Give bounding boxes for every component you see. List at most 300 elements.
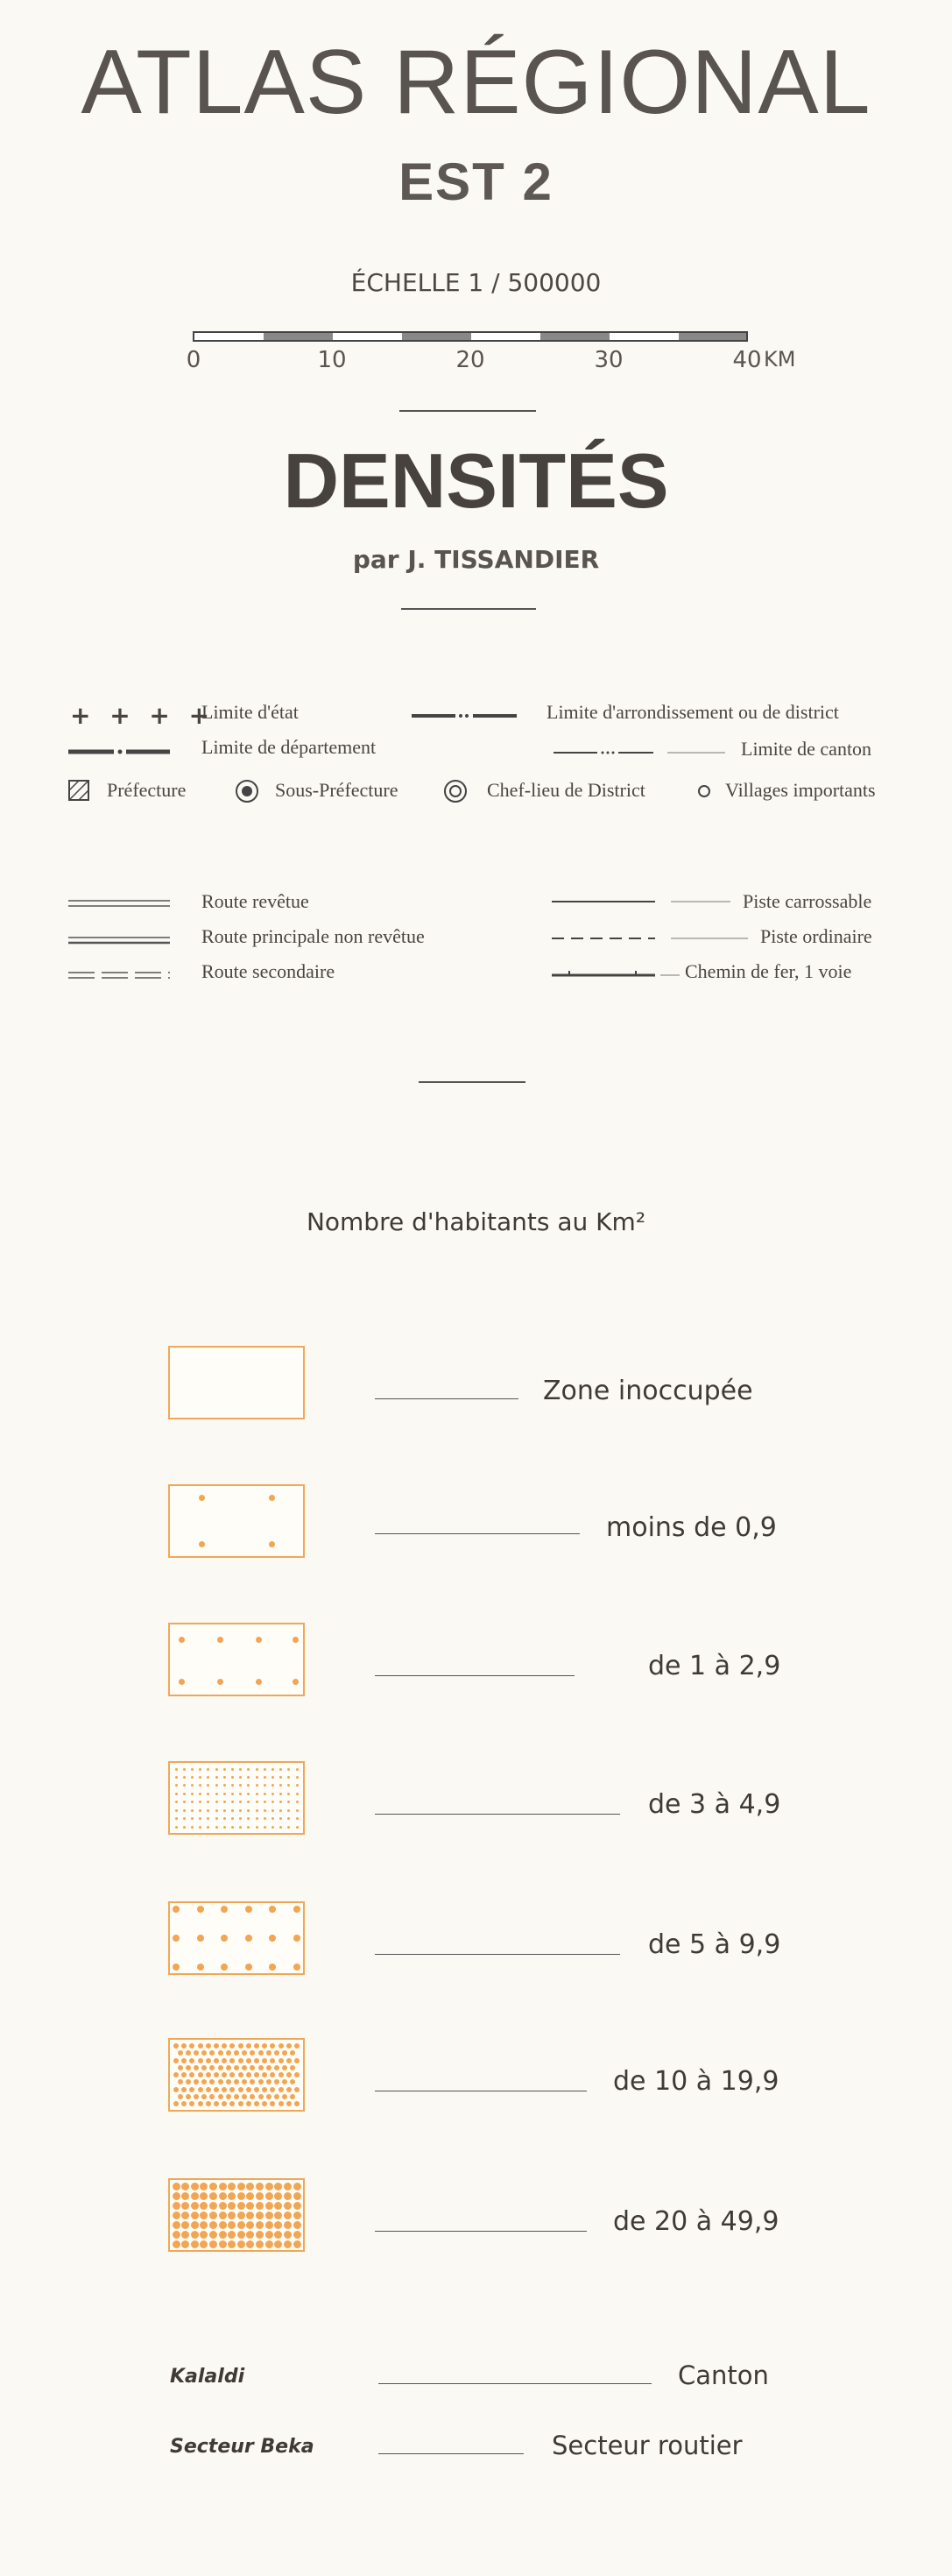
density-dot [279,2101,284,2106]
density-dot [226,2094,231,2099]
density-dot [201,2079,207,2084]
density-dot [290,2065,295,2070]
density-label: Zone inoccupée [543,1376,753,1406]
density-dot [197,1906,204,1913]
density-dot [265,2183,273,2190]
legend-route-secondaire: Route secondaire [201,960,335,982]
prefecture-icon [68,780,89,801]
density-dot [287,1817,290,1820]
density-dot [247,1768,250,1771]
density-dot [186,2094,191,2099]
density-dot [287,1826,290,1829]
density-dot [215,1801,218,1803]
scale-tick-label: 30 [594,347,624,373]
density-dot [246,2192,254,2200]
density-dot [223,1801,226,1803]
piste-ordinaire-symbol [552,936,750,941]
density-dot [287,1776,290,1779]
density-dot [223,1817,226,1820]
density-dot [199,1541,205,1547]
density-dot [256,1768,258,1771]
density-dot [209,2192,217,2200]
density-dot [238,2058,243,2063]
density-dot [256,1793,258,1795]
density-dot [282,2079,287,2084]
route-secondaire-symbol [68,971,170,980]
density-dot [181,2072,187,2077]
density-dot [219,2240,227,2248]
density-dot [229,2087,235,2092]
density-dot [181,2202,189,2210]
density-dot [265,2221,273,2229]
density-dot [209,2212,217,2219]
chemin-de-fer-symbol [552,967,681,980]
density-dot [256,2231,264,2239]
density-dot [214,2072,219,2077]
density-dot [270,2101,275,2106]
density-dot [209,2079,215,2084]
density-dot [238,2101,243,2106]
density-dot [256,1826,258,1829]
density-dot [284,2183,292,2190]
density-dot [245,1964,252,1971]
density-dot [191,2212,199,2219]
density-dot [294,2058,300,2063]
density-dot [293,1935,300,1942]
density-dot [173,2212,180,2219]
density-dot [254,2072,259,2077]
density-dot [214,2087,219,2092]
density-dot [221,1906,228,1913]
density-dot [191,2183,199,2190]
sous-prefecture-icon [235,779,259,803]
legend-chef-lieu: Chef-lieu de District [487,779,645,801]
density-dot [228,2192,236,2200]
density-dot [199,1495,205,1501]
density-dot [256,2240,264,2248]
scale-segment [679,333,746,340]
density-dot [239,1809,242,1812]
density-dot [246,2202,254,2210]
legend-villages: Villages importants [725,779,876,801]
density-dot [181,2087,187,2092]
density-dot [231,1776,234,1779]
density-dot [194,2065,199,2070]
density-dot [200,2183,208,2190]
density-dot [290,2094,295,2099]
density-dot [247,1776,250,1779]
density-label: de 5 à 9,9 [648,1929,781,1960]
density-dot [279,1801,282,1803]
density-dot [209,2065,215,2070]
density-dot [191,1817,194,1820]
density-dot [245,1935,252,1942]
density-dot [191,1826,194,1829]
density-dot [198,2087,203,2092]
density-dot [279,2072,284,2077]
density-dot [199,1793,201,1795]
density-dot [222,2101,227,2106]
density-dot [201,2094,207,2099]
density-dot [246,2212,254,2219]
density-dot [222,2072,227,2077]
density-dot [264,1826,266,1829]
density-dot [239,1801,242,1803]
density-dot [231,1826,234,1829]
density-dot [183,1776,186,1779]
density-dot [226,2050,231,2056]
density-dot [191,2202,199,2210]
leader-line [378,2383,652,2384]
density-dot [219,2192,227,2200]
density-dot [206,2087,211,2092]
density-dot [269,1495,275,1501]
density-dot [175,1826,178,1829]
density-dot [181,2221,189,2229]
density-dot [223,1768,226,1771]
density-dot [265,2192,273,2200]
density-dot [264,1809,266,1812]
density-dot [293,2212,301,2219]
density-dot [237,2240,245,2248]
density-dot [173,2221,180,2229]
density-dot [228,2221,236,2229]
density-dot [290,2079,295,2084]
author: par J. TISSANDIER [352,545,600,574]
density-dot [262,2087,267,2092]
density-dot [214,2043,219,2049]
density-dot [286,2058,292,2063]
density-dot [256,2221,264,2229]
scale-unit: KM [764,347,796,372]
density-dot [270,2072,275,2077]
density-dot [219,2212,227,2219]
density-dot [191,1784,194,1787]
density-dot [279,1826,282,1829]
density-dot [293,1679,299,1685]
density-dot [264,1793,266,1795]
density-dot [222,2043,227,2049]
density-dot [173,2072,179,2077]
density-dot [186,2065,191,2070]
density-dot [231,1801,234,1803]
density-dot [242,2050,247,2056]
density-dot [265,2240,273,2248]
density-dot [256,2202,264,2210]
density-dot [200,2192,208,2200]
density-dot [218,2050,223,2056]
density-dot [194,2094,199,2099]
density-dot [178,2050,183,2056]
density-dot [279,1793,282,1795]
scale-segment [471,333,540,340]
density-dot [296,1817,299,1820]
density-dot [191,2192,199,2200]
density-dot [229,2072,235,2077]
density-dot [231,1768,234,1771]
density-dot [238,2087,243,2092]
density-dot [247,1809,250,1812]
density-dot [209,2050,215,2056]
density-dot [209,2202,217,2210]
density-dot [223,1776,226,1779]
density-dot [206,2043,211,2049]
density-dot [189,2072,194,2077]
density-dot [199,1776,201,1779]
density-dot [179,1679,185,1685]
density-dot [284,2192,292,2200]
density-dot [173,2101,179,2106]
density-dot [207,1809,209,1812]
density-dot [258,2065,264,2070]
density-dot [246,2043,251,2049]
density-dot [265,2202,273,2210]
density-dot [219,2183,227,2190]
density-dot [279,1809,282,1812]
density-dot [237,2221,245,2229]
density-dot [183,1784,186,1787]
density-dot [239,1826,242,1829]
density-dot [183,1768,186,1771]
density-dot [293,2221,301,2229]
density-dot [173,2043,179,2049]
canton-example-label: Kalaldi [170,2366,245,2388]
density-dot [264,1776,266,1779]
density-dot [231,1784,234,1787]
density-dot [199,1801,201,1803]
density-dot [231,1809,234,1812]
density-dot [198,2072,203,2077]
density-label: de 20 à 49,9 [613,2206,779,2237]
leader-line [378,2453,524,2454]
density-dot [290,2050,295,2056]
density-dot [181,2192,189,2200]
density-dot [282,2094,287,2099]
density-dot [189,2101,194,2106]
density-dot [271,1768,274,1771]
density-dot [287,1801,290,1803]
density-dot [183,1793,186,1795]
density-dot [191,2231,199,2239]
density-dot [179,1637,185,1643]
density-dot [287,1793,290,1795]
density-dot [214,2101,219,2106]
density-dot [189,2058,194,2063]
density-dot [246,2221,254,2229]
divider [399,410,536,412]
density-dot [207,1801,209,1803]
density-dot [201,2050,207,2056]
density-dot [256,1809,258,1812]
density-label: moins de 0,9 [606,1512,777,1543]
density-dot [256,1817,258,1820]
legend-limite-arrondissement: Limite d'arrondissement ou de district [547,701,839,723]
density-dot [219,2202,227,2210]
density-swatch [168,1346,305,1419]
density-dot [262,2058,267,2063]
density-dot [189,2043,194,2049]
density-dot [269,1935,276,1942]
density-dot [181,2101,187,2106]
legend-route-principale: Route principale non revêtue [201,925,425,947]
density-dot [206,2058,211,2063]
density-label: de 1 à 2,9 [648,1651,781,1681]
canton-label: Canton [678,2360,769,2390]
density-dot [191,2221,199,2229]
density-dot [270,2087,275,2092]
density-dot [221,1964,228,1971]
density-dot [294,2043,300,2049]
density-dot [209,2183,217,2190]
legend-limite-etat: Limite d'état [201,701,299,723]
density-dot [246,2072,251,2077]
density-dot [200,2212,208,2219]
density-dot [191,2240,199,2248]
legend-piste-carrossable: Piste carrossable [743,890,872,912]
scale-segment [333,333,402,340]
density-dot [238,2043,243,2049]
density-dot [218,2079,223,2084]
scale-tick-label: 20 [455,347,485,373]
density-dot [183,1826,186,1829]
density-dot [237,2183,245,2190]
density-swatch [168,1901,305,1975]
density-dot [209,2094,215,2099]
density-dot [271,1776,274,1779]
density-dot [287,1809,290,1812]
scale-tick-label: 40 [732,347,762,373]
density-dot [201,2065,207,2070]
density-dot [266,2094,271,2099]
density-dot [199,1809,201,1812]
density-dot [226,2079,231,2084]
density-dot [207,1793,209,1795]
density-dot [279,2043,284,2049]
density-dot [294,2072,300,2077]
density-dot [250,2050,255,2056]
density-dot [181,2043,187,2049]
density-dot [271,1801,274,1803]
density-dot [181,2231,189,2239]
density-dot [198,2101,203,2106]
density-dot [207,1776,209,1779]
density-dot [262,2101,267,2106]
density-swatch [168,1484,305,1558]
scale-segment [264,333,333,340]
density-dot [293,2202,301,2210]
density-dot [199,1826,201,1829]
density-dot [178,2094,183,2099]
density-dot [200,2221,208,2229]
leader-line [375,1675,575,1676]
density-dot [189,2087,194,2092]
density-dot [222,2087,227,2092]
density-dot [284,2221,292,2229]
density-dot [197,1935,204,1942]
density-dot [223,1809,226,1812]
density-dot [296,1768,299,1771]
density-dot [229,2101,235,2106]
scale-bar [193,331,748,342]
department-border-symbol [68,747,170,757]
legend-piste-ordinaire: Piste ordinaire [760,925,872,947]
density-dot [242,2079,247,2084]
route-principale-symbol [68,936,170,945]
density-dot [175,1793,178,1795]
density-dot [194,2050,199,2056]
legend-prefecture: Préfecture [107,779,187,801]
density-dot [256,1801,258,1803]
density-dot [173,2231,180,2239]
density-dot [274,2094,279,2099]
density-dot [215,1809,218,1812]
density-dot [279,1768,282,1771]
density-dot [186,2079,191,2084]
density-dot [181,2240,189,2248]
density-dot [246,2231,254,2239]
density-dot [242,2065,247,2070]
density-dot [296,1784,299,1787]
legend-chemin-de-fer: Chemin de fer, 1 voie [685,960,852,982]
density-dot [264,1768,266,1771]
density-dot [271,1809,274,1812]
density-dot [264,1817,266,1820]
density-dot [215,1826,218,1829]
density-dot [274,2221,282,2229]
density-dot [247,1801,250,1803]
density-dot [256,2212,264,2219]
density-dot [274,2202,282,2210]
density-dot [173,2183,180,2190]
density-dot [271,1826,274,1829]
density-dot [247,1817,250,1820]
density-dot [287,1768,290,1771]
scale-segment [540,333,610,340]
density-dot [266,2050,271,2056]
density-dot [175,1801,178,1803]
density-dot [228,2231,236,2239]
density-dot [191,1809,194,1812]
density-dot [284,2231,292,2239]
scale-segment [194,333,264,340]
density-swatch [168,1623,305,1696]
density-dot [173,1964,180,1971]
state-border-symbol: + + + + [70,701,215,730]
density-swatch [168,1761,305,1835]
density-dot [228,2183,236,2190]
density-dot [226,2065,231,2070]
density-dot [183,1801,186,1803]
density-dot [269,1964,276,1971]
density-dot [293,2192,301,2200]
density-dot [250,2079,255,2084]
density-dot [191,1768,194,1771]
density-dot [239,1793,242,1795]
density-dot [293,2231,301,2239]
density-dot [254,2087,259,2092]
density-dot [181,2058,187,2063]
density-dot [206,2101,211,2106]
density-dot [207,1784,209,1787]
density-dot [296,1776,299,1779]
density-dot [198,2043,203,2049]
density-dot [173,2202,180,2210]
density-dot [250,2065,255,2070]
density-dot [254,2101,259,2106]
density-dot [215,1817,218,1820]
density-dot [284,2202,292,2210]
density-dot [256,1776,258,1779]
